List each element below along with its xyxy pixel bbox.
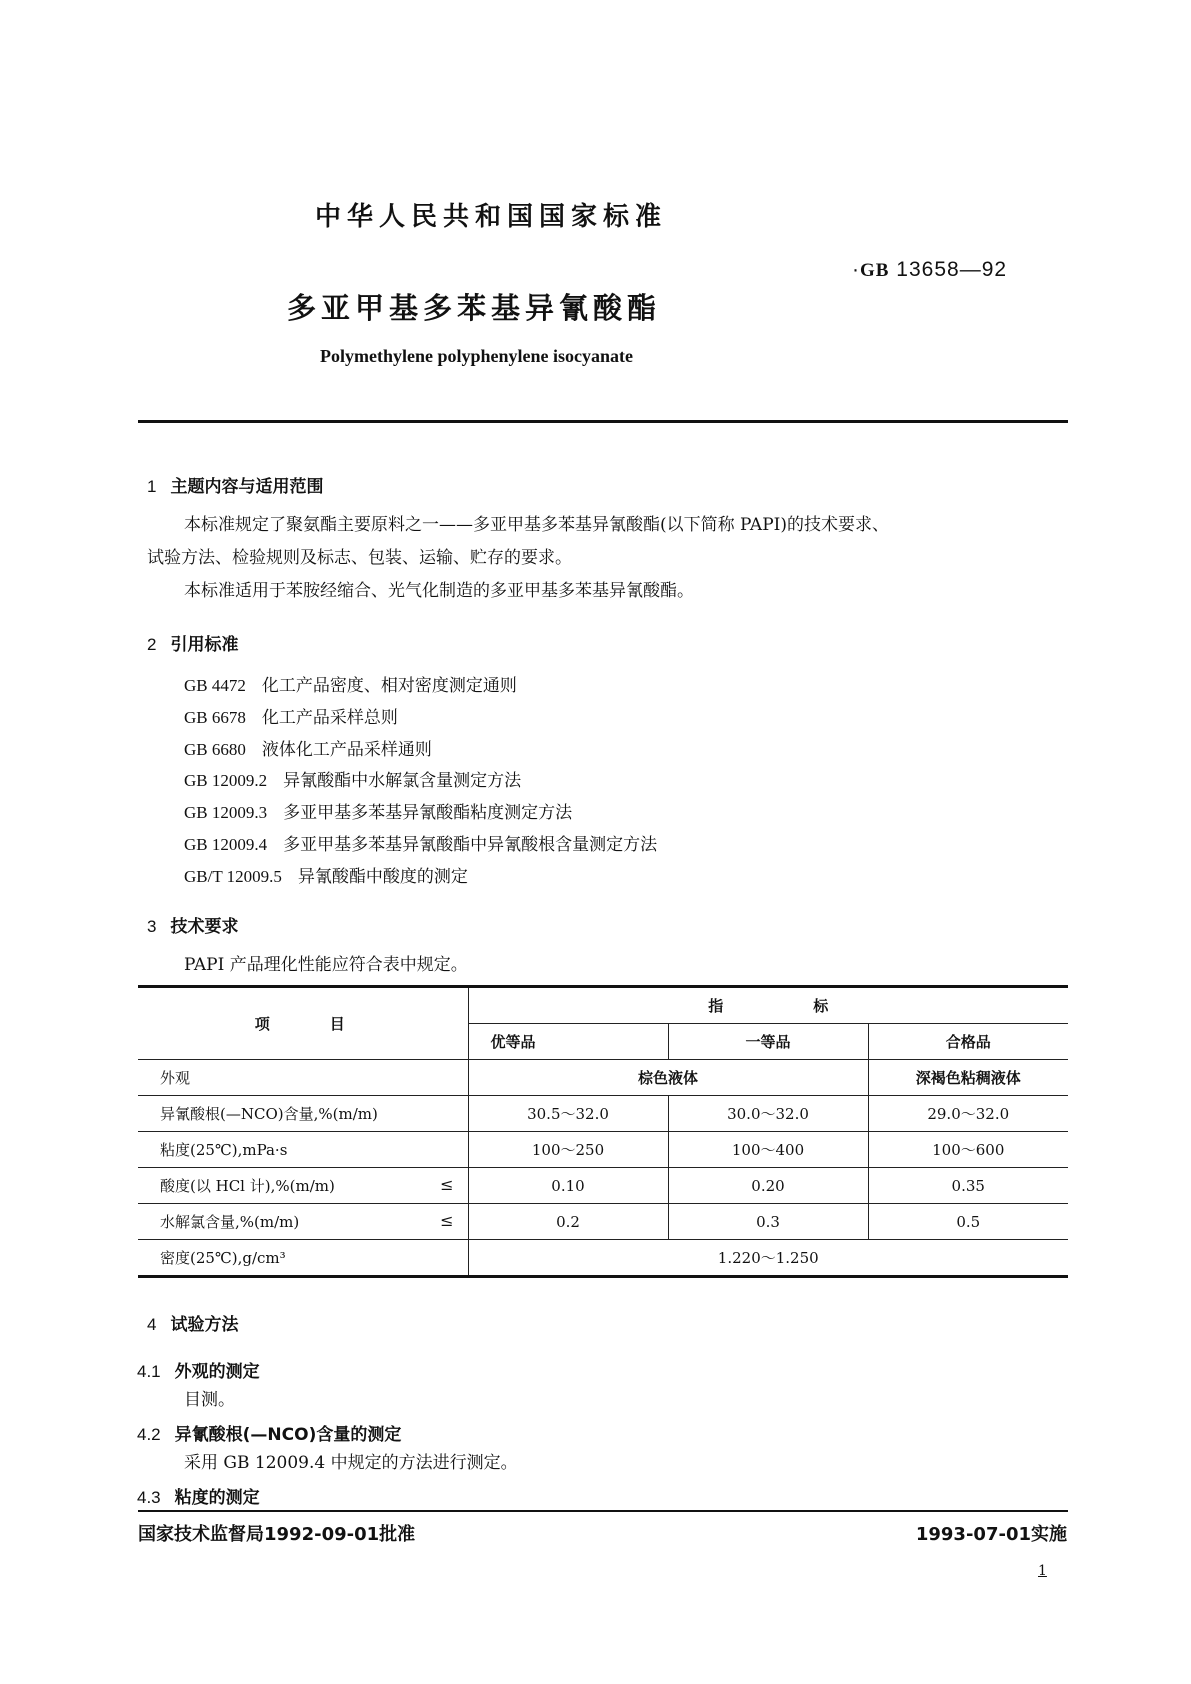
subsection-title: 外观的测定 (174, 1362, 260, 1382)
table-row (138, 1060, 1068, 1096)
row-item-cell (138, 1204, 468, 1240)
row-value: 30.0～32.0 (668, 1096, 868, 1132)
row-value: 0.20 (668, 1168, 868, 1204)
row-value: 0.35 (868, 1168, 1068, 1204)
row-item: 酸度(以 HCl 计),%(m/m) (160, 1177, 335, 1195)
reference-item (184, 766, 521, 791)
row-value: 100～600 (868, 1132, 1068, 1168)
reference-title: 化工产品采样总则 (261, 708, 398, 728)
section-3-intro: PAPI 产品理化性能应符合表中规定。 (184, 955, 468, 975)
approval-note: 国家技术监督局1992-09-01批准 (138, 1524, 416, 1545)
subsection-title: 粘度的测定 (174, 1488, 260, 1508)
document-title-cn: 多亚甲基多苯基异氰酸酯 (287, 291, 662, 325)
document-title-en: Polymethylene polyphenylene isocyanate (320, 346, 633, 366)
reference-code: GB 4472 (184, 676, 246, 695)
reference-title: 化工产品密度、相对密度测定通则 (261, 676, 517, 696)
row-value: 30.5～32.0 (468, 1096, 668, 1132)
section-3-heading (147, 912, 238, 937)
subsection-title: 异氰酸根(—NCO)含量的测定 (174, 1425, 402, 1445)
subsection-number: 4.2 (137, 1425, 161, 1444)
reference-code: GB 12009.3 (184, 803, 268, 822)
row-value-merged: 1.220～1.250 (468, 1240, 1068, 1277)
row-value: 0.2 (468, 1204, 668, 1240)
table-row (138, 1132, 1068, 1168)
issuing-organization: 中华人民共和国国家标准 (315, 202, 668, 232)
reference-item (184, 703, 398, 728)
section-title: 引用标准 (170, 635, 239, 655)
page-number: 1 (1038, 1563, 1047, 1579)
row-value: 100～250 (468, 1132, 668, 1168)
reference-code: GB 12009.4 (184, 835, 268, 854)
section-1-paragraph-1a: 本标准规定了聚氨酯主要原料之一——多亚甲基多苯基异氰酸酯(以下简称 PAPI)的技术要求、 (184, 515, 889, 535)
header-rule (138, 420, 1068, 423)
standard-code-number: 13658—92 (896, 258, 1008, 281)
section-number: 1 (147, 477, 157, 496)
subsection-4-2-text: 采用 GB 12009.4 中规定的方法进行测定。 (184, 1453, 518, 1473)
table-row (138, 1096, 1068, 1132)
row-value: 0.3 (668, 1204, 868, 1240)
footer-rule (138, 1510, 1068, 1512)
subsection-number: 4.1 (137, 1362, 161, 1381)
standard-code-prefix: GB (860, 260, 890, 281)
row-item: 水解氯含量,%(m/m) (160, 1213, 300, 1231)
implementation-date: 1993-07-01实施 (915, 1524, 1067, 1545)
table-header-grade: 一等品 (668, 1024, 868, 1060)
subsection-4-1-heading (137, 1357, 260, 1382)
section-1-paragraph-1b: 试验方法、检验规则及标志、包装、运输、贮存的要求。 (147, 548, 572, 568)
section-2-heading (147, 630, 238, 655)
reference-code: GB/T 12009.5 (184, 867, 282, 886)
reference-code: GB 6680 (184, 740, 246, 759)
row-value: 29.0～32.0 (868, 1096, 1068, 1132)
section-4-heading (147, 1310, 238, 1335)
subsection-4-1-text: 目测。 (184, 1390, 235, 1410)
section-number: 2 (147, 635, 157, 654)
row-value: 100～400 (668, 1132, 868, 1168)
reference-title: 液体化工产品采样通则 (261, 740, 432, 760)
row-item: 密度(25℃),g/cm³ (138, 1240, 468, 1277)
reference-title: 异氰酸酯中水解氯含量测定方法 (283, 771, 522, 791)
row-value-merged: 棕色液体 (468, 1060, 868, 1096)
table-header-item: 项 目 (138, 987, 468, 1060)
section-title: 技术要求 (170, 917, 239, 937)
table-row (138, 1204, 1068, 1240)
table-header-grade: 合格品 (868, 1024, 1068, 1060)
subsection-4-3-heading (137, 1483, 260, 1508)
less-equal-symbol: ≤ (440, 1175, 454, 1194)
row-value: 深褐色粘稠液体 (868, 1060, 1068, 1096)
row-value: 0.5 (868, 1204, 1068, 1240)
reference-item (184, 735, 432, 760)
reference-code: GB 12009.2 (184, 771, 268, 790)
section-number: 3 (147, 917, 157, 936)
reference-item (184, 671, 517, 696)
standard-code: ·GB 13658—92 (852, 258, 1008, 281)
section-1-heading (147, 472, 323, 497)
reference-title: 异氰酸酯中酸度的测定 (297, 867, 468, 887)
row-item: 异氰酸根(—NCO)含量,%(m/m) (138, 1096, 468, 1132)
reference-title: 多亚甲基多苯基异氰酸酯粘度测定方法 (283, 803, 573, 823)
reference-item (184, 862, 468, 887)
less-equal-symbol: ≤ (440, 1211, 454, 1230)
section-1-paragraph-2: 本标准适用于苯胺经缩合、光气化制造的多亚甲基多苯基异氰酸酯。 (184, 581, 694, 601)
subsection-4-2-heading (137, 1420, 401, 1445)
section-number: 4 (147, 1315, 157, 1334)
row-item-cell (138, 1168, 468, 1204)
section-title: 试验方法 (170, 1315, 239, 1335)
reference-item (184, 830, 657, 855)
table-header-grade: 优等品 (468, 1024, 668, 1060)
row-item: 粘度(25℃),mPa·s (138, 1132, 468, 1168)
reference-title: 多亚甲基多苯基异氰酸酯中异氰酸根含量测定方法 (283, 835, 658, 855)
reference-item (184, 798, 572, 823)
subsection-number: 4.3 (137, 1488, 161, 1507)
specification-table (138, 985, 1068, 1278)
row-item: 外观 (138, 1060, 468, 1096)
table-header-index: 指 标 (468, 987, 1068, 1024)
section-title: 主题内容与适用范围 (170, 477, 324, 497)
table-row (138, 1240, 1068, 1277)
table-row (138, 1168, 1068, 1204)
reference-code: GB 6678 (184, 708, 246, 727)
row-value: 0.10 (468, 1168, 668, 1204)
